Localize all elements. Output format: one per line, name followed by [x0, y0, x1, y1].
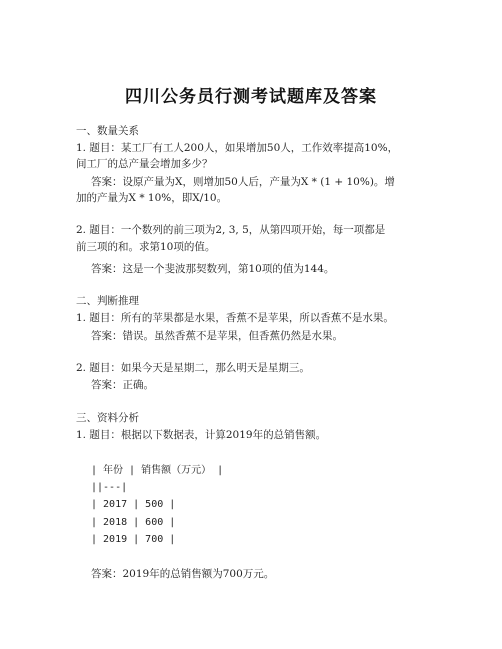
reasoning-answer-1: 答案：错误。虽然香蕉不是苹果，但香蕉仍然是水果。: [91, 330, 343, 342]
question-1-line-1: 1. 题目：某工厂有工人200人，如果增加50人，工作效率提高10%，: [76, 142, 399, 154]
answer-1-line-1: 答案：设原产量为X，则增加50人后，产量为X * (1 + 10%)。增: [91, 176, 395, 188]
question-2-line-2: 前三项的和。求第10项的值。: [76, 241, 216, 253]
question-2-line-1: 2. 题目：一个数列的前三项为2, 3, 5，从第四项开始，每一项都是: [76, 224, 386, 236]
section-heading-reasoning: 二、判断推理: [76, 295, 139, 307]
table-row: | 2018 | 600 |: [91, 517, 176, 528]
table-separator-row: ||---|: [91, 482, 128, 493]
reasoning-answer-2: 答案：正确。: [91, 379, 154, 391]
page-title: 四川公务员行测考试题库及答案: [125, 87, 377, 107]
table-row: | 2017 | 500 |: [91, 499, 176, 510]
answer-1-line-2: 加的产量为X * 10%，即X/10。: [76, 192, 228, 204]
answer-2: 答案：这是一个斐波那契数列，第10项的值为144。: [91, 263, 335, 275]
section-heading-data-analysis: 三、资料分析: [76, 412, 139, 424]
table-row: | 2019 | 700 |: [91, 534, 176, 545]
section-heading-quantity: 一、数量关系: [76, 125, 139, 137]
table-header-row: | 年份 | 销售额（万元） |: [91, 465, 224, 476]
data-question-1: 1. 题目：根据以下数据表，计算2019年的总销售额。: [76, 429, 327, 441]
reasoning-question-2: 2. 题目：如果今天是星期二，那么明天是星期三。: [76, 362, 310, 374]
question-1-line-2: 间工厂的总产量会增加多少？: [76, 158, 213, 170]
data-answer-1: 答案：2019年的总销售额为700万元。: [91, 568, 275, 580]
reasoning-question-1: 1. 题目：所有的苹果都是水果，香蕉不是苹果，所以香蕉不是水果。: [76, 312, 394, 324]
